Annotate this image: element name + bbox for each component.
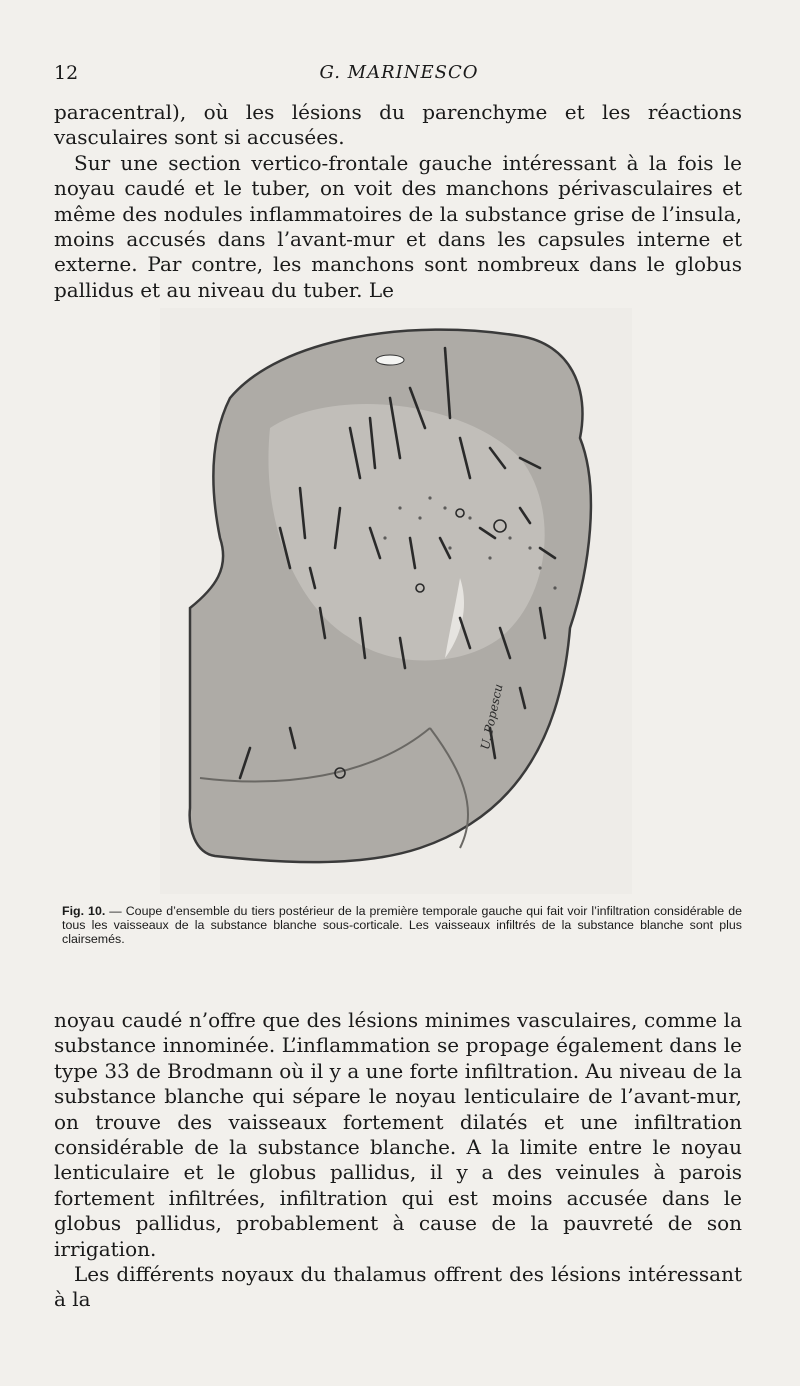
paragraph: paracentral), où les lésions du parenchyme et les réactions vasculaires sont si accusées. [54,100,742,150]
brain-section-drawing [160,308,632,894]
paragraph: Sur une section vertico-frontale gauche intéressant à la fois le noyau caudé et le tuber, on voit des manchons périvasculaires et même des nodules inflammatoires de la substance grise de l’insula, moins accusés dans l’avant-mur et dans les capsules interne et externe. Par contre, les manchons sont nombreux dans le globus pallidus et au niveau du tuber. Le [54,150,742,302]
page-header [54,62,744,90]
artist-signature: U. Popescu [478,682,506,751]
paragraph: noyau caudé n’offre que des lésions minimes vasculaires, comme la substance innominée. L’inflammation se propage également dans le type 33 de Brodmann où il y a une forte infiltration. Au niveau de la substance blanche qui sépare le noyau lenticulaire de l’avant-mur, on trouve des vaisseaux fortement dilatés et une infiltration considérable de la substance blanche. A la limite entre le noyau lenticulaire et le globus pallidus, il y a des veinules à parois fortement infiltrées, infiltration qui est moins accusée dans le globus pallidus, probablement à cause de la pauvreté de son irrigation. [54,1008,742,1261]
paragraph: Les différents noyaux du thalamus offrent des lésions intéressant à la [54,1262,742,1312]
body-text-bottom [54,1008,742,1313]
figure-caption [62,904,742,947]
caption-text: — Coupe d’ensemble du tiers postérieur de la première temporale gauche qui fait voir l’infiltration considérable de tous les vaisseaux de la substance blanche sous-corticale. Les vaisseaux infiltrés de la substance blanche sont plus clairsemés. [62,904,742,947]
running-head: G. MARINESCO [319,62,479,83]
figure-10-brain-section [160,308,632,894]
page-number: 12 [54,62,79,84]
caption-label: Fig. 10. [62,904,106,918]
body-text-top [54,100,742,303]
